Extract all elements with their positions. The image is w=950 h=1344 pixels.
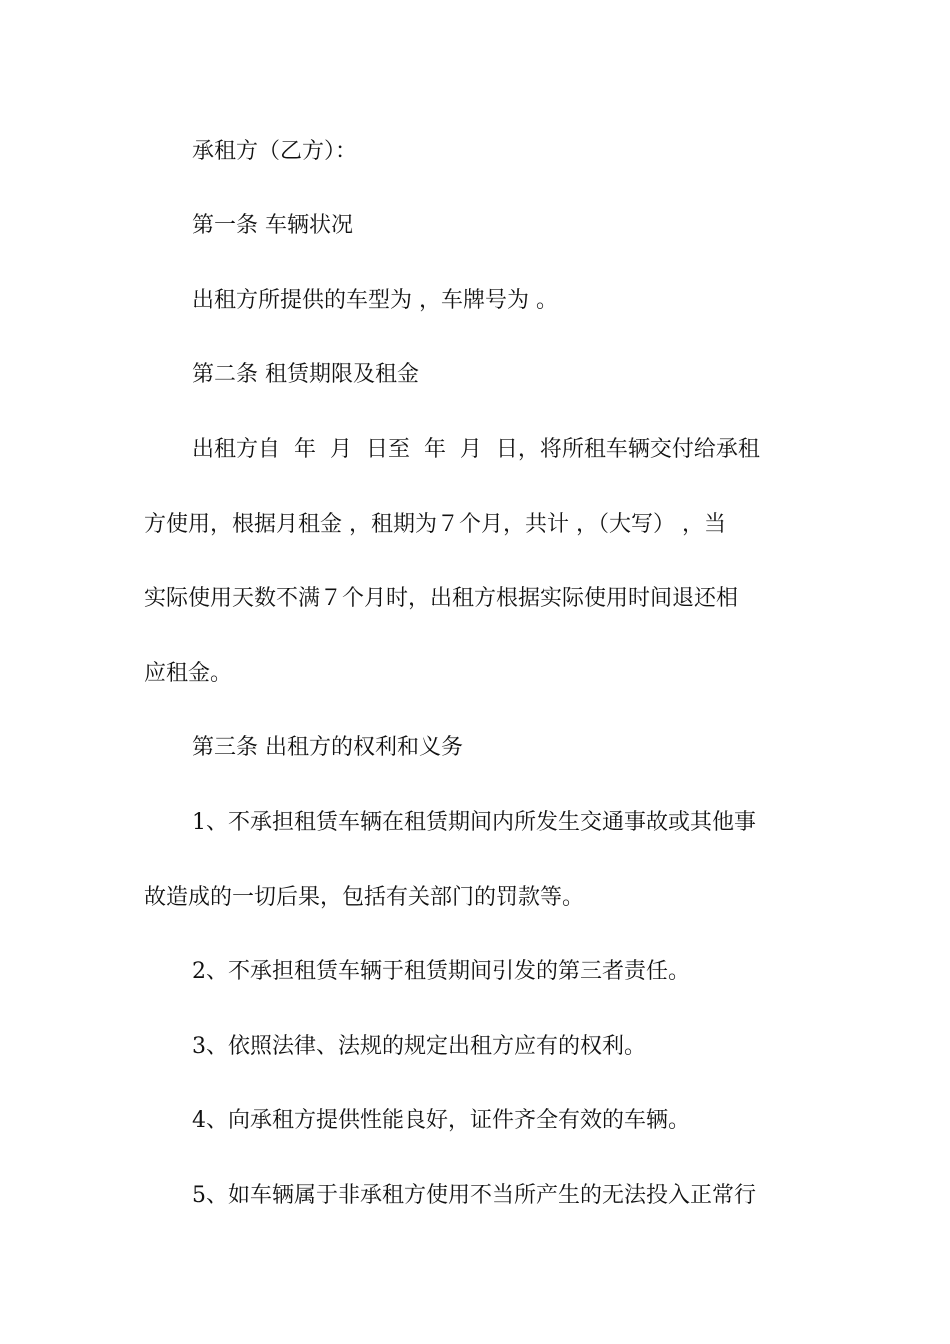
article-3-heading: 第三条 出租方的权利和义务 — [192, 735, 463, 760]
article-2-body-line-2: 方使用，根据月租金 ，租期为７个月，共计 ，（大写） ，当 — [144, 512, 726, 537]
article-3-item-1-line-2: 故造成的一切后果，包括有关部门的罚款等。 — [144, 885, 585, 910]
article-1-body: 出租方所提供的车型为 ，车牌号为 。 — [192, 288, 558, 313]
article-3-item-3: 3、依照法律、法规的规定出租方应有的权利。 — [192, 1034, 646, 1059]
article-2-heading: 第二条 租赁期限及租金 — [192, 362, 419, 387]
article-2-body-line-1: 出租方自 年 月 日至 年 月 日，将所租车辆交付给承租 — [192, 437, 760, 462]
article-3-item-1-line-1: 1、不承担租赁车辆在租赁期间内所发生交通事故或其他事 — [192, 810, 756, 835]
lessee-party-line: 承租方（乙方）： — [192, 139, 358, 164]
article-3-item-5-line-1: 5、如车辆属于非承租方使用不当所产生的无法投入正常行 — [192, 1183, 756, 1208]
article-3-item-4: 4、向承租方提供性能良好，证件齐全有效的车辆。 — [192, 1108, 690, 1133]
article-1-heading: 第一条 车辆状况 — [192, 213, 353, 238]
article-3-item-2: 2、不承担租赁车辆于租赁期间引发的第三者责任。 — [192, 959, 690, 984]
article-2-body-line-3: 实际使用天数不满７个月时，出租方根据实际使用时间退还相 — [144, 586, 739, 611]
article-2-body-line-4: 应租金。 — [144, 661, 233, 686]
